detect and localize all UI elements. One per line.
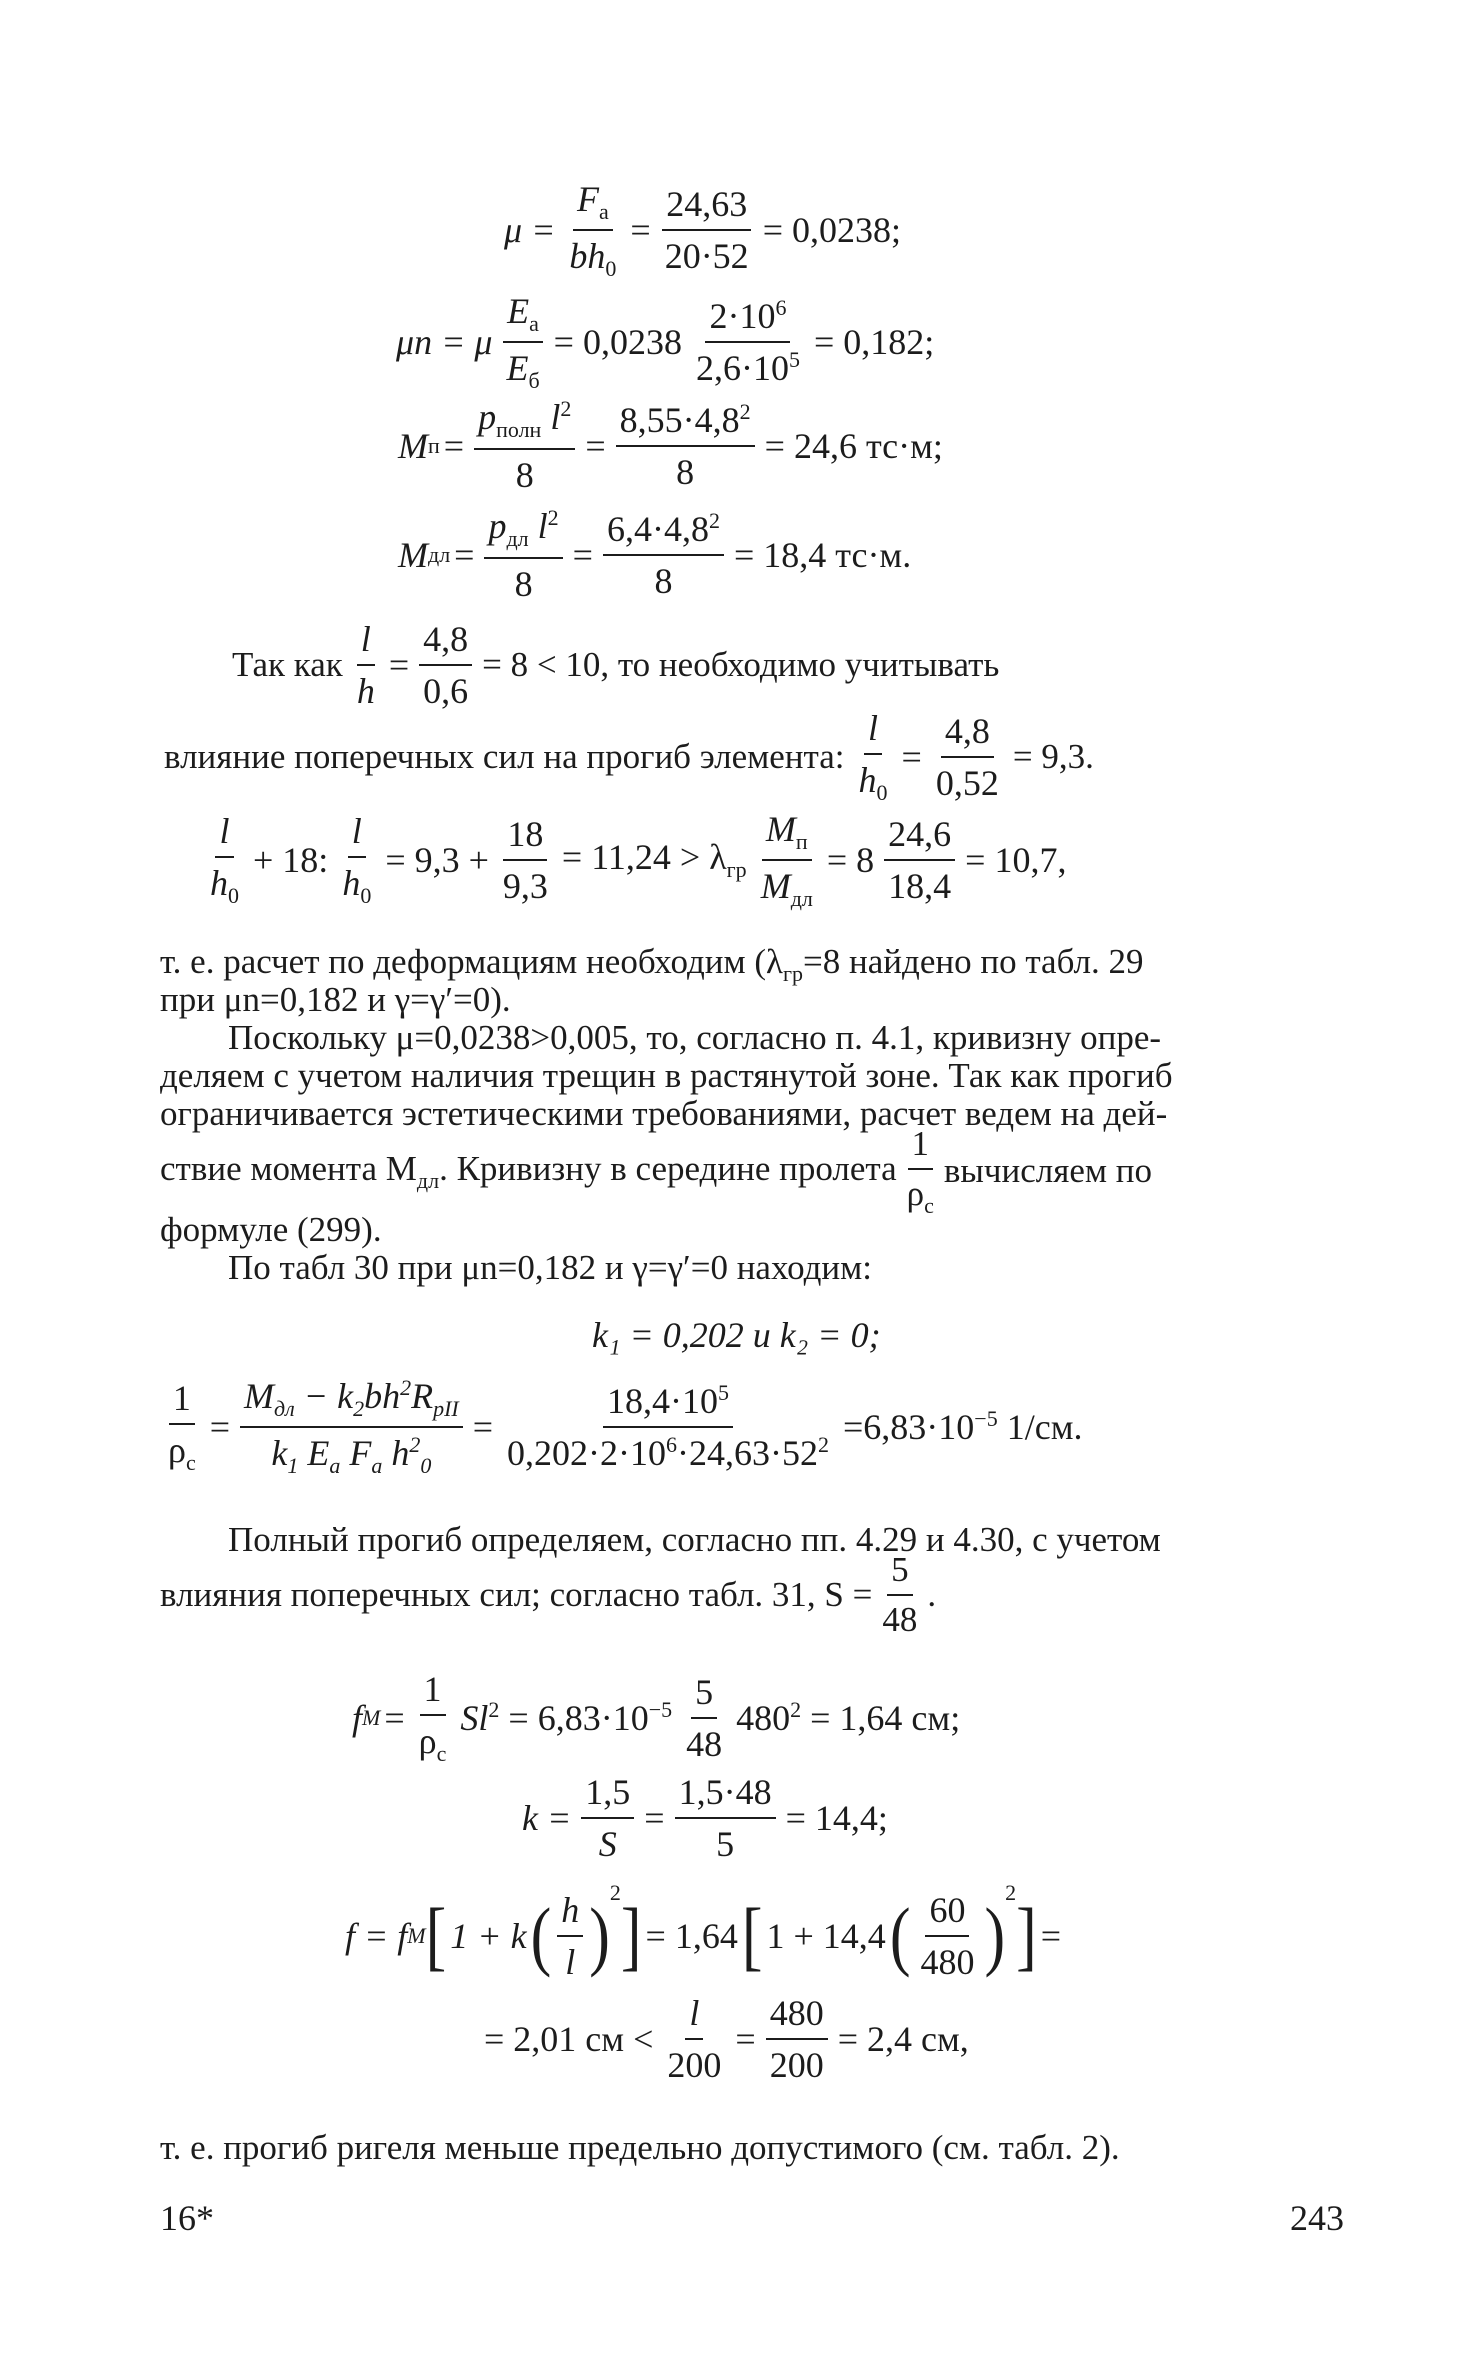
para4-frac <box>878 1550 921 1640</box>
eq12-paren-right: ) <box>589 1893 610 1979</box>
eq12-lhs: f = f <box>345 1916 408 1956</box>
eq3-rhs: = 24,6 тс·м; <box>764 426 943 466</box>
eq12-one2: 1 + 14,4 <box>766 1916 886 1956</box>
eq12-rhs: = <box>1040 1916 1062 1956</box>
line7-f4-num: M <box>765 808 796 849</box>
eq3-lhs: M <box>398 426 428 466</box>
line5-f1-num: l <box>357 618 375 666</box>
para2-frac-curvature <box>903 1124 938 1219</box>
equation-mu-n <box>392 292 938 392</box>
equation-total-deflection <box>345 1880 1065 1992</box>
line7-f5-den: 18,4 <box>888 866 952 906</box>
line7-f4-den: M <box>760 866 791 906</box>
eq9-f3-den: 0,202·2·10 <box>507 1433 667 1473</box>
para4-text-0: Полный прогиб определяем, согласно пп. 4.29 и 4.30, с учетом <box>228 1520 1161 1559</box>
para2-text-3: ствие момента M <box>160 1148 417 1188</box>
equation-ratio-check <box>200 810 1070 910</box>
eq8-text: k₁ = 0,202 и k₂ = 0; <box>592 1315 881 1355</box>
equation-k-coefficient <box>518 1768 892 1868</box>
eq9-f3-den-sup2: 2 <box>818 1432 829 1457</box>
eq12-f2-den: 480 <box>920 1942 975 1982</box>
para4-dot: . <box>927 1575 937 1614</box>
line7-mid2-sub: гр <box>726 857 747 883</box>
line6-f1-num: l <box>864 707 882 755</box>
para4-frac-num: 5 <box>887 1550 913 1596</box>
eq9-frac3 <box>503 1380 833 1474</box>
eq9-f2-num-rest2: bh <box>364 1375 401 1416</box>
line5-f2-den: 0,6 <box>423 671 469 711</box>
eq1-frac2 <box>661 183 753 277</box>
eq3-lhs-sub: п <box>428 433 440 458</box>
eq9-f1-num: 1 <box>169 1377 195 1425</box>
paragraph-1-line-2 <box>160 982 511 1017</box>
eq9-f3-den-sup: 6 <box>666 1432 678 1457</box>
eq2-f1-den: E <box>506 348 529 388</box>
eq13-rhs: = 2,4 см, <box>837 2018 969 2059</box>
eq1-f1-num: F <box>576 178 599 219</box>
eq10-f1-den: ρ <box>418 1720 437 1761</box>
eq12-square-2: 2 <box>1005 1880 1017 1905</box>
line7-f1-den-sub: 0 <box>228 883 239 909</box>
eq9-f2-num-sub2: 2 <box>353 1396 365 1421</box>
eq11-rhs: = 14,4; <box>785 1798 888 1838</box>
eq10-mid2: = 6,83·10 <box>499 1697 649 1738</box>
line7-post: = 10,7, <box>965 840 1067 880</box>
eq9-f2-den-sub3: a <box>371 1453 383 1479</box>
eq11-f2-den: 5 <box>716 1824 735 1864</box>
eq4-f1-num-rest: l <box>528 506 548 547</box>
eq1-f1-den-sub: 0 <box>605 256 617 282</box>
eq9-post2: 1/см. <box>997 1407 1083 1447</box>
text-line-since <box>228 615 1003 715</box>
eq2-f2-num-sup: 6 <box>775 295 787 320</box>
line7-frac5 <box>884 813 955 907</box>
eq3-f1-num-rest: l <box>541 397 561 438</box>
footer-signature-mark <box>160 2200 214 2236</box>
line5-pre: Так как <box>232 645 343 684</box>
line5-f1-den: h <box>356 671 375 711</box>
eq9-eq2: = <box>472 1407 494 1447</box>
eq12-paren-left-2: ( <box>889 1893 911 1979</box>
eq4-frac2 <box>603 508 724 602</box>
para2-text-0: Поскольку μ=0,0238>0,005, то, согласно п. 4.1, кривизну опре- <box>228 1018 1162 1057</box>
eq12-square: 2 <box>609 1880 621 1905</box>
eq10-post-sup: 2 <box>790 1696 802 1722</box>
eq9-f3-den-rest: ·24,63·52 <box>677 1433 818 1473</box>
line7-f2-den: h <box>342 863 361 904</box>
eq10-f1-num: 1 <box>420 1668 446 1716</box>
equation-deflection-limit <box>480 1986 973 2091</box>
eq9-f2-den-sub: 1 <box>287 1453 299 1479</box>
eq10-f2-den: 48 <box>686 1723 723 1764</box>
eq12-bracket-left: [ <box>425 1893 447 1979</box>
line5-post: = 8 < 10, то необходимо учитывать <box>482 645 1000 684</box>
eq3-frac2 <box>616 399 755 493</box>
eq2-f1-num: E <box>507 290 530 331</box>
eq3-f1-num: p <box>478 397 497 438</box>
eq9-post: =6,83·10 <box>843 1407 975 1447</box>
eq11-f1-num: 1,5 <box>581 1771 634 1819</box>
eq3-eq0: = <box>443 426 465 466</box>
equation-moment-full <box>398 396 947 496</box>
line7-frac3 <box>499 813 552 907</box>
eq12-paren-left: ( <box>530 1893 552 1979</box>
eq2-mid: = 0,0238 <box>553 322 682 362</box>
equation-curvature <box>158 1372 1086 1482</box>
footer-left: 16* <box>160 2198 214 2238</box>
conclusion-line <box>160 2130 1120 2165</box>
eq10-frac1 <box>415 1668 451 1767</box>
eq4-eq0: = <box>454 535 475 575</box>
eq10-frac2 <box>682 1671 726 1765</box>
page-number <box>1290 2200 1344 2236</box>
eq10-mid-sup: 2 <box>488 1696 500 1722</box>
eq11-frac1 <box>581 1771 634 1865</box>
eq1-eq: = <box>630 210 651 250</box>
eq3-f1-num-sub: полн <box>496 417 542 443</box>
para2-text-10: формуле (299). <box>160 1210 382 1249</box>
eq12-f1-den: l <box>565 1942 576 1982</box>
equation-moment-long <box>398 505 915 605</box>
eq9-f2-den-sub2: a <box>329 1453 341 1479</box>
paragraph-2-line-4 <box>160 1123 1153 1218</box>
eq12-one: 1 + k <box>450 1916 527 1956</box>
para1-sub: гр <box>783 961 804 986</box>
eq4-eq: = <box>572 535 593 575</box>
eq2-f1-num-sub: а <box>529 311 539 336</box>
eq1-f1-den: bh <box>569 236 606 276</box>
eq4-f1-den: 8 <box>514 563 533 604</box>
eq13-eq: = <box>735 2018 756 2059</box>
paragraph-2-line-5 <box>160 1212 382 1247</box>
eq11-f2-num: 1,5·48 <box>675 1771 776 1819</box>
para4-frac-den: 48 <box>882 1600 918 1639</box>
line7-f1-num: l <box>215 810 233 858</box>
eq12-paren-right-2: ) <box>984 1893 1006 1979</box>
eq1-frac1 <box>565 178 620 282</box>
eq13-f1-den: 200 <box>667 2044 722 2085</box>
eq9-f2-num-sup: 2 <box>400 1374 412 1400</box>
eq9-f2-num-rest3: R <box>411 1375 434 1416</box>
eq9-f2-den-rest2: F <box>340 1433 372 1473</box>
eq1-f2-den: 20·52 <box>664 236 749 276</box>
para2-text-9: вычисляем по <box>943 1151 1153 1190</box>
line7-mid2: = 11,24 > λ <box>561 837 727 878</box>
eq4-f2-num: 6,4·4,8 <box>606 509 709 549</box>
eq10-mid: Sl <box>460 1697 489 1738</box>
paragraph-2-line-1 <box>228 1020 1161 1055</box>
line6-f1-den-sub: 0 <box>876 780 888 806</box>
para2-frac-num: 1 <box>908 1124 934 1170</box>
eq4-f1-num: p <box>488 506 507 547</box>
eq3-f2-num: 8,55·4,8 <box>619 400 740 440</box>
eq10-lhs: f <box>352 1697 363 1738</box>
para2-text-2: ограничивается эстетическими требованиями, расчет ведем на дей- <box>160 1094 1168 1133</box>
eq4-f1-num-sup: 2 <box>547 505 559 531</box>
para1-text-c: при μn=0,182 и γ=γ′=0). <box>160 980 511 1019</box>
eq4-f2-num-sup: 2 <box>708 508 720 533</box>
para2-frac-den-sub: с <box>924 1192 934 1218</box>
line7-frac2 <box>338 810 375 909</box>
eq4-frac1 <box>484 505 562 604</box>
eq10-eq: = <box>384 1697 405 1738</box>
eq9-f2-den: k <box>271 1433 288 1473</box>
line7-plus: + 18: <box>253 840 329 880</box>
line7-mid: = 9,3 + <box>385 840 489 880</box>
eq12-bracket-right: ] <box>620 1893 642 1979</box>
eq9-f2-num-rest: − k <box>294 1375 354 1416</box>
line5-frac2 <box>419 618 472 712</box>
paragraph-4-line-2 <box>160 1550 936 1640</box>
para2-text-1: деляем с учетом наличия трещин в растянутой зоне. Так как прогиб <box>160 1056 1173 1095</box>
eq13-f2-num: 480 <box>766 1992 828 2040</box>
line7-f5-num: 24,6 <box>884 813 955 861</box>
para1-text-b: =8 найдено по табл. 29 <box>803 942 1144 981</box>
para2-frac-den: ρ <box>906 1173 925 1213</box>
eq10-f1-den-sub: с <box>436 1741 447 1767</box>
eq11-eq: = <box>644 1798 665 1838</box>
eq1-f2-num: 24,63 <box>662 183 751 231</box>
eq9-f3-num: 18,4·10 <box>607 1381 719 1421</box>
eq10-f2-num: 5 <box>691 1671 717 1719</box>
eq3-f2-num-sup: 2 <box>739 399 751 424</box>
eq9-f1-den-sub: с <box>185 1450 196 1476</box>
eq12-frac1 <box>557 1889 583 1983</box>
eq2-lhs: μn = μ <box>396 322 493 362</box>
eq12-lhs-sub: M <box>407 1923 426 1948</box>
eq13-frac1 <box>663 1992 725 2086</box>
text-line-influence <box>160 707 1098 807</box>
paragraph-2-line-2 <box>160 1058 1173 1093</box>
eq13-f2-den: 200 <box>769 2044 824 2085</box>
eq9-f1-den: ρ <box>168 1430 186 1471</box>
para4-text-1: влияния поперечных сил; согласно табл. 31, S = <box>160 1575 873 1614</box>
line7-f4-num-sub: п <box>795 829 808 854</box>
eq4-f1-num-sub: дл <box>506 526 529 552</box>
eq4-f2-den: 8 <box>654 561 673 601</box>
line5-eq: = <box>388 645 410 685</box>
eq9-f3-num-sup: 5 <box>718 1380 730 1405</box>
line6-pre: влияние поперечных сил на прогиб элемента: <box>164 737 845 776</box>
eq3-f2-den: 8 <box>676 452 695 492</box>
eq4-lhs-sub: дл <box>428 542 451 567</box>
eq9-eq: = <box>209 1407 231 1447</box>
eq2-f2-den-sup: 5 <box>788 347 800 372</box>
eq11-frac2 <box>675 1771 776 1865</box>
eq10-lhs-sub: M <box>362 1704 381 1730</box>
line6-frac2 <box>932 710 1003 804</box>
eq1-lhs: μ = <box>504 210 556 250</box>
eq9-f2-den-rest: E <box>298 1433 330 1473</box>
para2-sub-dl: дл <box>416 1167 440 1193</box>
line7-f3-num: 18 <box>503 813 547 861</box>
eq10-post2: = 1,64 см; <box>801 1697 961 1738</box>
line6-eq: = <box>901 737 922 777</box>
line6-frac1 <box>855 707 892 806</box>
eq10-mid2-sup: −5 <box>648 1696 673 1722</box>
paragraph-1-line-1 <box>160 944 1144 985</box>
eq12-f1-num: h <box>557 1889 583 1937</box>
eq4-lhs: M <box>398 535 428 575</box>
eq12-f2-num: 60 <box>925 1889 969 1937</box>
eq12-bracket-right-2: ] <box>1016 1893 1037 1979</box>
eq9-post-sup: −5 <box>974 1406 998 1431</box>
paragraph-3 <box>228 1250 872 1285</box>
eq13-f1-num: l <box>685 1992 703 2040</box>
eq11-lhs: k = <box>522 1798 572 1838</box>
eq2-f2-num: 2·10 <box>709 296 776 336</box>
eq9-f2-num-sub: дл <box>274 1396 295 1421</box>
para3-text: По табл 30 при μn=0,182 и γ=γ′=0 находим: <box>228 1248 873 1287</box>
line7-f1-den: h <box>210 863 228 904</box>
line7-mid3: = 8 <box>826 840 875 880</box>
para2-text-5: . Кривизну в середине пролета <box>439 1148 897 1188</box>
eq9-f2-num: M <box>244 1375 275 1416</box>
line6-f2-den: 0,52 <box>935 763 999 803</box>
eq9-frac2 <box>240 1375 463 1479</box>
equation-deflection-m <box>352 1665 964 1770</box>
line7-f2-num: l <box>348 810 366 858</box>
line5-frac1 <box>353 618 379 712</box>
eq1-f1-num-sub: а <box>598 199 609 224</box>
eq9-f2-den-sup: 2 <box>409 1432 421 1457</box>
eq13-frac2 <box>766 1992 828 2086</box>
eq12-mid: = 1,64 <box>645 1916 738 1956</box>
eq3-frac1 <box>474 396 575 495</box>
eq3-eq: = <box>585 426 606 466</box>
line7-frac1 <box>206 810 243 909</box>
eq3-f1-den: 8 <box>515 454 534 495</box>
eq12-bracket-left-2: [ <box>741 1893 763 1979</box>
eq9-f2-den-sub4: 0 <box>420 1453 432 1479</box>
eq12-frac2 <box>916 1889 978 1983</box>
line7-frac4 <box>757 808 817 912</box>
line6-post: = 9,3. <box>1012 737 1094 776</box>
eq2-f2-den: 2,6·10 <box>695 348 789 388</box>
eq9-f2-den-rest3: h <box>382 1433 410 1473</box>
eq13-lhs: = 2,01 см < <box>484 2018 654 2059</box>
eq4-rhs: = 18,4 тс·м. <box>733 535 912 575</box>
para1-text-a: т. е. расчет по деформациям необходим (λ <box>160 942 784 981</box>
line7-f2-den-sub: 0 <box>360 883 372 909</box>
footer-right: 243 <box>1290 2198 1344 2238</box>
eq3-f1-num-sup: 2 <box>560 396 572 422</box>
line6-f2-num: 4,8 <box>941 710 994 758</box>
eq2-frac2 <box>692 295 804 389</box>
line14-text: т. е. прогиб ригеля меньше предельно допустимого (см. табл. 2). <box>160 2128 1120 2167</box>
line6-f1-den: h <box>858 760 877 801</box>
eq2-rhs: = 0,182; <box>813 322 935 362</box>
eq2-frac1 <box>502 290 543 394</box>
eq10-post: 480 <box>736 1697 791 1738</box>
line7-f4-den-sub: дл <box>790 886 813 912</box>
equation-mu <box>500 180 905 280</box>
equation-k-values <box>592 1317 881 1353</box>
line5-f2-num: 4,8 <box>419 618 472 666</box>
eq2-f1-den-sub: б <box>528 368 540 394</box>
line7-f3-den: 9,3 <box>502 866 548 906</box>
eq1-rhs: = 0,0238; <box>762 210 901 250</box>
eq9-f2-num-sub3: pII <box>433 1396 459 1421</box>
eq9-frac1 <box>164 1377 200 1476</box>
eq11-f1-den: S <box>598 1824 617 1864</box>
